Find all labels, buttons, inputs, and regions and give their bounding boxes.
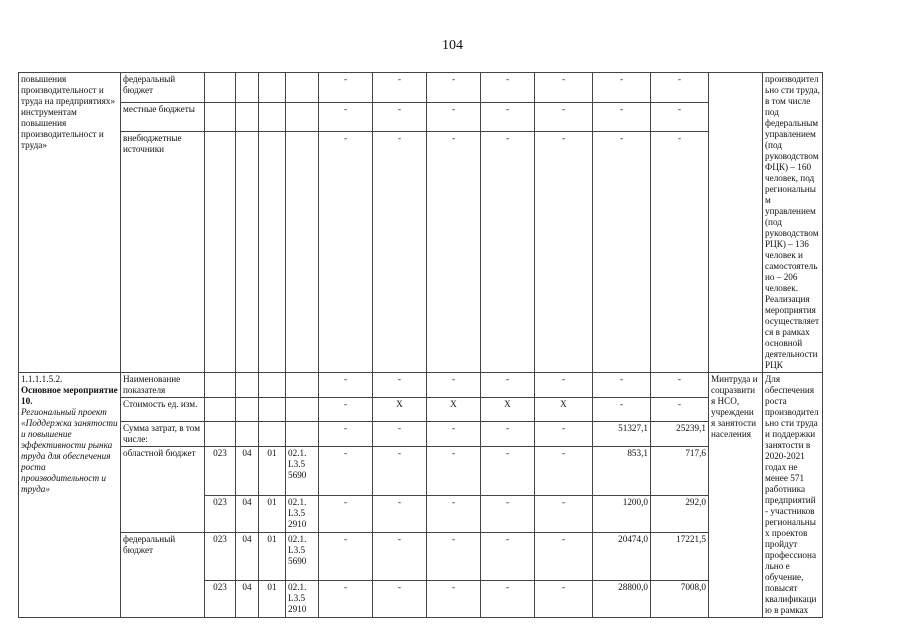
source-cell: областной бюджет [121,447,205,533]
rz-cell: 04 [236,532,259,581]
value-cell: - [427,103,481,132]
value-cell: - [427,447,481,496]
pr-cell: 01 [259,581,286,618]
table-row [19,73,885,103]
value-cell: - [651,103,709,132]
event-name-cell: повышения производительност и труда на предприятиях» инструментам повышения производительност и труда» [19,73,121,373]
csr-cell: 02.1. L3.5 2910 [286,495,319,532]
value-cell: - [651,73,709,103]
source-cell: Сумма затрат, в том числе: [121,422,205,447]
value-cell: 292,0 [651,495,709,532]
value-cell: - [535,73,593,103]
value-cell: - [319,73,373,103]
value-cell: - [593,103,651,132]
value-cell: - [535,532,593,581]
value-cell: X [535,398,593,422]
value-cell: - [319,581,373,618]
value-cell: 1200,0 [593,495,651,532]
value-cell: - [319,132,373,373]
pr-cell: 01 [259,495,286,532]
value-cell: - [481,373,535,398]
value-cell: - [535,132,593,373]
value-cell: - [651,373,709,398]
event-name-cell [19,373,121,618]
value-cell: 717,6 [651,447,709,496]
value-cell: 51327,1 [593,422,651,447]
value-cell: X [481,398,535,422]
rz-cell: 04 [236,447,259,496]
value-cell: 28800,0 [593,581,651,618]
value-cell: - [427,422,481,447]
value-cell: X [373,398,427,422]
value-cell: - [481,73,535,103]
value-cell: - [535,581,593,618]
program-table [18,72,885,618]
grbs-cell: 023 [205,532,236,581]
page-number: 104 [442,38,463,53]
pr-cell: 01 [259,532,286,581]
value-cell: 17221,5 [651,532,709,581]
value-cell: - [319,422,373,447]
value-cell: - [319,373,373,398]
regional-project-name: Региональный проект «Поддержка занятости и повышение эффективности рынка труда для обеспечения роста производительност и труда» [21,407,118,494]
value-cell: - [373,132,427,373]
result-cell: Для обеспечения роста производительно сти труда и поддержки занятости в 2020-2021 годах не менее 571 работника предприятий - участников региональных проектов пройдут профессионально е обучение, повысят квалификацию в рамках [763,373,823,618]
value-cell: 25239,1 [651,422,709,447]
value-cell: - [651,132,709,373]
value-cell: - [481,422,535,447]
rz-cell: 04 [236,495,259,532]
value-cell: - [535,103,593,132]
source-cell: внебюджетные источники [121,132,205,373]
executor-cell: Минтруда и соцразвити я НСО, учреждени я занятости населения [709,373,763,618]
value-cell: - [535,495,593,532]
grbs-cell: 023 [205,495,236,532]
value-cell: - [481,103,535,132]
value-cell: - [373,422,427,447]
value-cell: - [535,447,593,496]
source-cell: Стоимость ед. изм. [121,398,205,422]
value-cell: - [373,73,427,103]
value-cell: - [319,398,373,422]
value-cell: - [319,103,373,132]
source-cell: местные бюджеты [121,103,205,132]
value-cell: - [427,132,481,373]
value-cell: - [427,495,481,532]
value-cell: - [427,373,481,398]
event-title: Основное мероприятие 10. [21,385,118,406]
table-row [19,373,885,398]
grbs-cell: 023 [205,581,236,618]
source-cell: федеральный бюджет [121,73,205,103]
value-cell: - [593,398,651,422]
value-cell: - [373,373,427,398]
value-cell: - [593,132,651,373]
value-cell: - [481,132,535,373]
value-cell: - [319,532,373,581]
event-code: 1.1.1.1.5.2. [21,374,63,384]
grbs-cell: 023 [205,447,236,496]
pr-cell: 01 [259,447,286,496]
value-cell: - [427,581,481,618]
value-cell: - [593,73,651,103]
result-cell: производительно сти труда, в том числе под федеральным управлением (под руководством ФЦК) – 160 человек, под региональным управлением (под руководством РЦК) – 136 человек и самостоятельно – 206 человек. Реализация мероприятия осуществляется в рамках основной деятельности РЦК [763,73,823,373]
value-cell: - [481,581,535,618]
value-cell: - [481,532,535,581]
value-cell: - [373,103,427,132]
value-cell: - [651,398,709,422]
value-cell: - [319,495,373,532]
rz-cell: 04 [236,581,259,618]
value-cell: - [535,422,593,447]
source-cell: Наименование показателя [121,373,205,398]
value-cell: - [535,373,593,398]
value-cell: 20474,0 [593,532,651,581]
value-cell: - [319,447,373,496]
csr-cell: 02.1. L3.5 5690 [286,532,319,581]
value-cell: - [427,73,481,103]
value-cell: - [593,373,651,398]
value-cell: - [373,532,427,581]
value-cell: - [481,447,535,496]
value-cell: - [373,447,427,496]
value-cell: - [373,495,427,532]
csr-cell: 02.1. L3.5 2910 [286,581,319,618]
source-cell: федеральный бюджет [121,532,205,618]
csr-cell: 02.1. L3.5 5690 [286,447,319,496]
value-cell: 7008,0 [651,581,709,618]
value-cell: X [427,398,481,422]
value-cell: - [373,581,427,618]
value-cell: - [481,495,535,532]
value-cell: 853,1 [593,447,651,496]
value-cell: - [427,532,481,581]
